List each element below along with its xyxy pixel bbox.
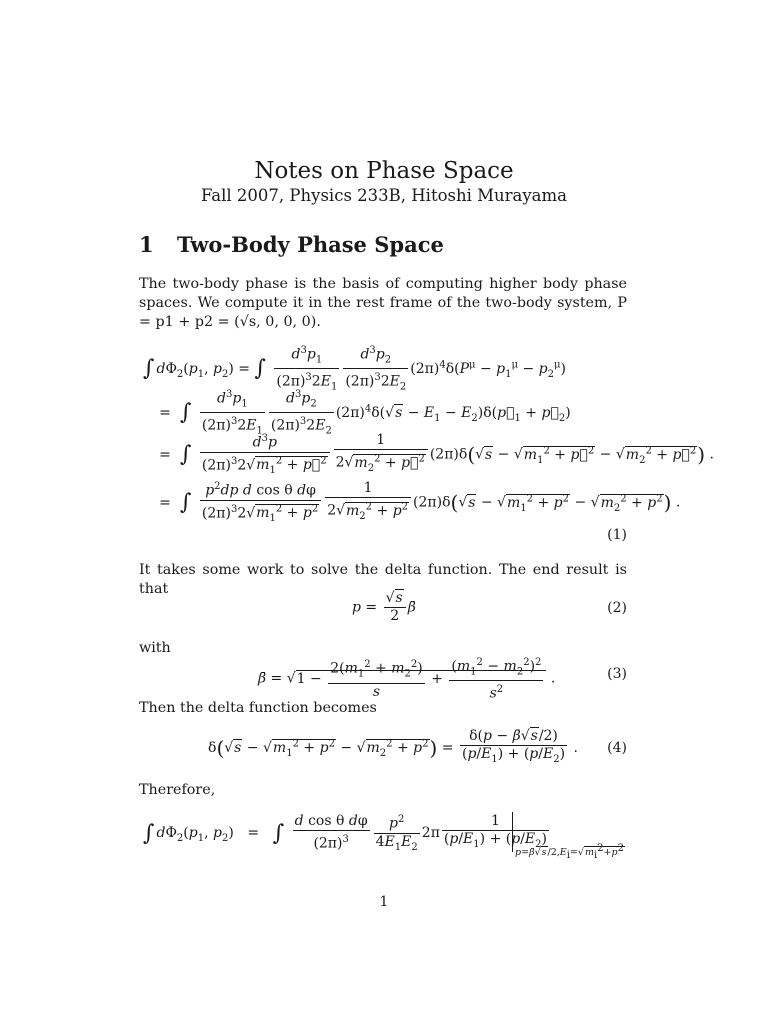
equation-1-line-3: = ∫ $\frac{d^3p}{(2\pi)^32√m_1^2 + p⃗^2}$ $\frac{1}{2√m_2^2 + p⃗^2}$ $(2\pi)\delta(√s - √m_1^2$ + p⃗$^2$ − $√m_2^2$ + p⃗$^2$) . — [150, 430, 714, 479]
delta-intro-paragraph: It takes some work to solve the delta function. The end result is that — [139, 562, 627, 597]
then-paragraph: Then the delta function becomes — [139, 700, 377, 716]
with-paragraph: with — [139, 640, 171, 656]
page-title: Notes on Phase Space — [254, 158, 514, 184]
page-subtitle: Fall 2007, Physics 233B, Hitoshi Murayama — [200, 186, 568, 205]
equation-final: ∫ $d\Phi_2(p_1$, $p_2$) = ∫ $\frac{\text{d cos θ dφ}}{(2\pi)^3}$ $\frac{p^2}{4E_1E_2}$ 2π $\frac{1}{(p/E_1) + (p/E_2)}$ — [143, 811, 551, 855]
equation-number-1: (1) — [607, 527, 627, 543]
equation-1-line-2: = ∫ $\frac{d^3p_1}{(2\pi)^32E_1}$ $\frac{d^3p_2}{(2\pi)^32E_2}$ $(2\pi)^4\delta(√s - E_1$ − $E_2)\delta(p⃗_1$ + $p⃗_2$) — [150, 386, 571, 440]
section-number: 1 — [139, 232, 154, 257]
equation-1-line-4: = ∫ $\frac{p^2dp d \cos \theta d\varphi}{(2\pi)^32√m_1^2 + p^2}$ $\frac{1}{2√m_2^2 + p^2}$ $(2\pi)\delta(√s - √m_1^2 + p^2 - √m_2^2 + p^2)$ . — [150, 478, 680, 527]
evaluation-bar — [512, 812, 513, 852]
intro-paragraph: The two-body phase is the basis of computing higher body phase spaces. We compute it in the rest frame of the two-body system, P = p1 + p2 = (√s, 0, 0, 0). — [139, 276, 627, 330]
equation-4: $\delta(√s - √m_1^2 + p^2 - √m_2^2 + p^2)$ = $\frac{\delta(p - \betā√s/2)}{(p/E_1) + (p/E_2)}$ . — [208, 728, 578, 768]
therefore-paragraph: Therefore, — [139, 782, 216, 798]
equation-number-3: (3) — [607, 666, 627, 682]
evaluation-subscript: $p=\betā√s/2,E_i=√m_i^2+p^2$ — [515, 843, 624, 862]
equation-number-2: (2) — [607, 600, 627, 616]
equation-1-line-1: ∫ $d\Phi_2(p_1$, $p_2$) = ∫ $\frac{d^3p_1}{(2\pi)^32E_1}$ $\frac{d^3p_2}{(2\pi)^32E_2}$ $(2\pi)^4\delta(P^\mu - p_1^\mu - p_2^\mu)$ — [143, 342, 566, 396]
equation-2: p = $\frac{√s}{2}$ β̄ — [352, 590, 416, 624]
equation-number-4: (4) — [607, 740, 627, 756]
equation-3: β̄ = √1 − $\frac{2(m_1^2 + m_2^2)}{s}$ + $\frac{(m_1^2 - m_2^2)^2}{s^2}$ . — [258, 657, 556, 703]
page-number: 1 — [379, 894, 389, 910]
section-title: Two-Body Phase Space — [177, 232, 444, 257]
section-heading — [139, 232, 444, 257]
